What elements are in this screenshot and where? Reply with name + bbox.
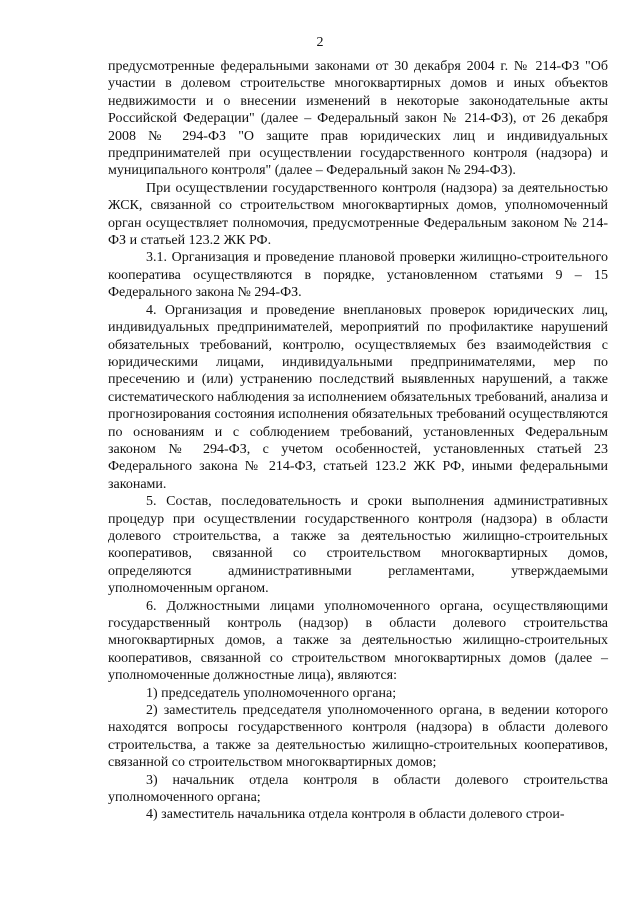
paragraph-6: 6. Должностными лицами уполномоченного органа, осуществляющими государственный контроль (надзор) в области долевого строительства многоквартирных домов, а также за деятельностью жилищно-строительных кооперативов, связанной со строительством многоквартирных домов (далее – уполномоченные должностные лица), являются: [108, 598, 608, 684]
list-item-3: 3) начальник отдела контроля в области долевого строительства уполномоченного органа; [108, 772, 608, 806]
list-item-1: 1) председатель уполномоченного органа; [146, 685, 397, 701]
paragraph-continuation: предусмотренные федеральными законами от 30 декабря 2004 г. № 214-ФЗ "Об участии в долевом строительстве многоквартирных домов и иных объектов недвижимости и о внесении изменений в некоторые законодательные акты Российской Федерации" (далее – Федеральный закон № 214-ФЗ), от 26 декабря 2008 № 294-ФЗ "О защите прав юридических лиц и индивидуальных предпринимателей при осуществлении государственного контроля (надзора) и муниципального контроля" (далее – Федеральный закон № 294-ФЗ). [108, 59, 608, 179]
paragraph-5: 5. Состав, последовательность и сроки выполнения административных процедур при осуществлении государственного контроля (надзора) в области долевого строительства, а также за деятельностью жилищно-строительных кооперативов, связанной со строительством многоквартирных домов, определяются административными регламентами, утверждаемыми уполномоченным органом. [108, 494, 608, 597]
paragraph-jsk-control: При осуществлении государственного контроля (надзора) за деятельностью ЖСК, связанной со строительством многоквартирных домов, уполномоченный орган осуществляет полномочия, предусмотренные Федеральным законом № 214-ФЗ и статьей 123.2 ЖК РФ. [108, 180, 608, 249]
document-body [108, 58, 608, 824]
list-item-2: 2) заместитель председателя уполномоченного органа, в ведении которого находятся вопросы государственного контроля (надзора) в области долевого строительства, а также за деятельностью жилищно-строительных кооперативов, связанной со строительством многоквартирных домов; [108, 703, 608, 771]
page-number: 2 [316, 35, 324, 50]
paragraph-3-1: 3.1. Организация и проведение плановой проверки жилищно-строительного кооператива осуществляются в порядке, установленном статьями 9 – 15 Федерального закона № 294-ФЗ. [108, 250, 608, 301]
paragraph-4: 4. Организация и проведение внеплановых проверок юридических лиц, индивидуальных предпринимателей, мероприятий по профилактике нарушений обязательных требований, контролю, осуществляемых без взаимодействия с юридическими лицами, индивидуальными предпринимателями, мер по пресечению и (или) устранению последствий выявленных нарушений, а также систематического наблюдения за исполнением обязательных требований, анализа и прогнозирования состояния исполнения обязательных требований осуществляются по основаниям и с соблюдением требований, установленных Федеральным законом № 294-ФЗ, с учетом особенностей, установленных статьей 23 Федерального закона № 214-ФЗ, статьей 123.2 ЖК РФ, иными федеральными законами. [108, 302, 608, 492]
list-item-4: 4) заместитель начальника отдела контроля в области долевого строи- [146, 807, 565, 823]
